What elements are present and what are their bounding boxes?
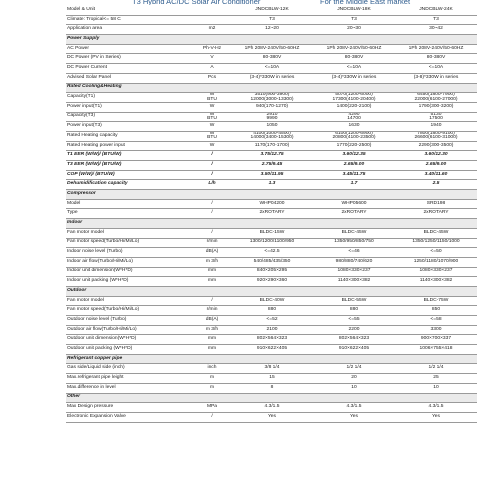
- spec-value: 1.3: [231, 180, 313, 190]
- spec-value: Yes: [395, 412, 477, 422]
- spec-unit: inch: [193, 364, 231, 374]
- spec-value: [313, 131, 395, 141]
- unit-line: W: [209, 112, 215, 117]
- spec-label: Climate: Tropical<= 58 C: [66, 15, 193, 25]
- spec-value: 20: [313, 374, 395, 384]
- spec-row: [66, 257, 477, 267]
- spec-unit: Pcs: [193, 73, 231, 83]
- spec-value: <=46: [313, 248, 395, 258]
- spec-unit: /: [193, 199, 231, 209]
- spec-unit: W: [193, 102, 231, 112]
- spec-label: Outdoor air flow(Turbo/Hi/Mi/Lo): [66, 325, 193, 335]
- spec-row: [66, 93, 477, 103]
- spec-label: Max Design pressure: [66, 403, 193, 413]
- spec-row: [66, 238, 477, 248]
- spec-value: 920×290×360: [231, 277, 313, 287]
- value-line: 20800(4100-23500): [332, 135, 376, 141]
- spec-row: [66, 209, 477, 219]
- section-title: Power Supply: [66, 35, 477, 45]
- section-title: Compressor: [66, 190, 477, 200]
- section-header: [66, 393, 477, 403]
- spec-value: 10: [313, 383, 395, 393]
- value-line: 9990: [266, 115, 278, 121]
- spec-value: JNDCBLW-18K: [313, 6, 395, 15]
- spec-value: BLDC-45W: [313, 228, 395, 238]
- spec-row: [66, 412, 477, 422]
- spec-row: [66, 364, 477, 374]
- value-line: 6450(1800-7900): [417, 92, 455, 98]
- spec-unit: [193, 15, 231, 25]
- spec-value: 3.60/12.30: [395, 151, 477, 161]
- spec-label: Model: [66, 199, 193, 209]
- spec-unit: MPa: [193, 403, 231, 413]
- spec-value: 1790(300-3200): [395, 102, 477, 112]
- spec-value: 1Ph 208V-240V/50-60HZ: [231, 44, 313, 54]
- spec-value: 1050: [231, 122, 313, 132]
- spec-unit: /: [193, 151, 231, 161]
- spec-unit: [193, 131, 231, 141]
- spec-value: [313, 93, 395, 103]
- spec-value: 1250/1180/1070/900: [395, 257, 477, 267]
- spec-unit: m: [193, 374, 231, 384]
- spec-value: 2xROTARY: [231, 209, 313, 219]
- unit-line: BTU: [207, 96, 217, 102]
- section-header: [66, 190, 477, 200]
- spec-value: 880: [231, 306, 313, 316]
- spec-label: AC Power: [66, 44, 193, 54]
- spec-unit: W: [193, 141, 231, 151]
- spec-row: [66, 102, 477, 112]
- spec-unit: /: [193, 161, 231, 171]
- spec-label: Fan motor speed(Turbo/Hi/Mi/Lo): [66, 306, 193, 316]
- spec-row: [66, 296, 477, 306]
- spec-value: 12~20: [231, 25, 313, 35]
- spec-value: (3-4)*330W in series: [313, 73, 395, 83]
- spec-unit: m: [193, 383, 231, 393]
- spec-label: Electronic Expansion Valve: [66, 412, 193, 422]
- spec-value: <=10A: [395, 64, 477, 74]
- value-line: 5130: [430, 112, 442, 117]
- value-line: 4100(1000-4500): [253, 131, 291, 137]
- section-header: [66, 219, 477, 229]
- spec-unit: L/h: [193, 180, 231, 190]
- section-title: Other: [66, 393, 477, 403]
- model-header-row: [66, 6, 477, 15]
- spec-row: [66, 161, 477, 171]
- spec-value: 840×205×295: [231, 267, 313, 277]
- unit-line: BTU: [207, 135, 217, 141]
- spec-unit: Ph-V-Hz: [193, 44, 231, 54]
- spec-row: [66, 403, 477, 413]
- spec-value: 2100: [231, 325, 313, 335]
- spec-value: 30~42: [395, 25, 477, 35]
- spec-value: 850: [395, 306, 477, 316]
- spec-value: 1350/1250/1150/1000: [395, 238, 477, 248]
- value-line: 22000(6100-27000): [414, 96, 458, 102]
- spec-label: Rated Heating capacity: [66, 131, 193, 141]
- spec-value: 20~30: [313, 25, 395, 35]
- spec-label: Outdoor unit dimension(W*H*D): [66, 335, 193, 345]
- spec-label: Power input(T1): [66, 102, 193, 112]
- spec-unit: W: [193, 122, 231, 132]
- value-line: 4290: [348, 112, 360, 117]
- spec-value: BLDC-55W: [313, 296, 395, 306]
- spec-value: 80-380V: [231, 54, 313, 64]
- spec-value: 802×564×323: [231, 335, 313, 345]
- spec-label: Indoor air flow(Turbo/Hi/Mi/Lo): [66, 257, 193, 267]
- spec-unit: m 3/h: [193, 325, 231, 335]
- section-header: [66, 83, 477, 93]
- spec-value: 1140×300×382: [313, 277, 395, 287]
- spec-label: T1 EER (W/W)/ (BTU/W): [66, 151, 193, 161]
- spec-row: [66, 248, 477, 258]
- spec-value: 1300/1200/1100/950: [231, 238, 313, 248]
- spec-value: 2.65/9.00: [313, 161, 395, 171]
- spec-value: 910×622×405: [231, 345, 313, 355]
- spec-value: SRD198: [395, 199, 477, 209]
- spec-value: 2xROTARY: [395, 209, 477, 219]
- spec-label: Indoor noise level (Turbo): [66, 248, 193, 258]
- spec-unit: dB(A): [193, 316, 231, 326]
- spec-row: [66, 73, 477, 83]
- spec-row: [66, 64, 477, 74]
- spec-value: T3: [313, 15, 395, 25]
- section-header: [66, 286, 477, 296]
- spec-label: DC Power (PV in Series): [66, 54, 193, 64]
- spec-unit: m 3/h: [193, 257, 231, 267]
- spec-row: [66, 374, 477, 384]
- unit-line: W: [209, 131, 215, 137]
- value-line: 26600(6100-31000): [414, 135, 458, 141]
- spec-value: [231, 112, 313, 122]
- spec-value: 1630: [313, 122, 395, 132]
- spec-unit: mm: [193, 267, 231, 277]
- spec-value: 3.45/11.75: [313, 170, 395, 180]
- spec-value: [395, 131, 477, 141]
- value-line: 12000(3000-13300): [250, 96, 294, 102]
- spec-value: WHP05600: [313, 199, 395, 209]
- spec-row: [66, 141, 477, 151]
- value-line: 14000(3400-15300): [250, 135, 294, 141]
- spec-value: 15: [231, 374, 313, 384]
- spec-value: 3.60/12.35: [313, 151, 395, 161]
- title-right: For the Middle East market: [320, 0, 411, 5]
- value-line: 17500: [429, 115, 443, 121]
- spec-value: BLDC-40W: [231, 296, 313, 306]
- section-title: Outdoor: [66, 286, 477, 296]
- spec-value: 1Ph 208V-240V/50-60HZ: [395, 44, 477, 54]
- spec-label: Advised Solar Panel: [66, 73, 193, 83]
- section-header: [66, 354, 477, 364]
- spec-value: 10: [395, 383, 477, 393]
- value-line: 14700: [347, 115, 361, 121]
- spec-unit: mm: [193, 335, 231, 345]
- section-header: [66, 35, 477, 45]
- spec-value: <=42.5: [231, 248, 313, 258]
- spec-value: [231, 93, 313, 103]
- spec-label: Max.difference in level: [66, 383, 193, 393]
- value-line: 3510(900-3900): [254, 92, 290, 98]
- spec-value: 980/880/740/620: [313, 257, 395, 267]
- spec-value: 1170(170-1700): [231, 141, 313, 151]
- spec-value: 1.7: [313, 180, 395, 190]
- spec-value: <=55: [313, 316, 395, 326]
- spec-value: [395, 93, 477, 103]
- title-left: T3 Hybrid AC/DC Solar Air Conditioner: [132, 0, 261, 5]
- spec-value: T3: [395, 15, 477, 25]
- spec-label: Capacity(T3): [66, 112, 193, 122]
- spec-value: 1770(220-2500): [313, 141, 395, 151]
- spec-unit: m2: [193, 25, 231, 35]
- spec-value: T3: [231, 15, 313, 25]
- value-line: 7800(1800-9100): [417, 131, 455, 137]
- spec-value: (3-4)*330W in series: [231, 73, 313, 83]
- spec-row: [66, 383, 477, 393]
- spec-value: 1080×330×237: [313, 267, 395, 277]
- value-line: 5070(1200-6000): [335, 92, 373, 98]
- spec-value: 880: [313, 306, 395, 316]
- spec-value: 1140×300×382: [395, 277, 477, 287]
- spec-value: 2290(300-3500): [395, 141, 477, 151]
- spec-label: T3 EER (W/W)/ (BTU/W): [66, 161, 193, 171]
- spec-value: 80-380V: [395, 54, 477, 64]
- spec-label: Max.refrigerant pipe leight: [66, 374, 193, 384]
- spec-unit: mm: [193, 277, 231, 287]
- spec-value: 8: [231, 383, 313, 393]
- spec-label: Fan motor speed(Turbo/Hi/Mi/Lo): [66, 238, 193, 248]
- spec-row: [66, 306, 477, 316]
- document-title: [0, 0, 500, 5]
- spec-value: 900×700×337: [395, 335, 477, 345]
- spec-label: Model & Unit: [66, 6, 193, 15]
- spec-row: [66, 15, 477, 25]
- spec-value: 910×622×405: [313, 345, 395, 355]
- spec-value: 3300: [395, 325, 477, 335]
- spec-value: Yes: [231, 412, 313, 422]
- spec-value: BLDC-75W: [395, 296, 477, 306]
- spec-value: 3.40/11.60: [395, 170, 477, 180]
- spec-unit: A: [193, 64, 231, 74]
- spec-value: 2xROTARY: [313, 209, 395, 219]
- spec-unit: mm: [193, 345, 231, 355]
- spec-unit: [193, 93, 231, 103]
- spec-label: Capacity(T1): [66, 93, 193, 103]
- section-title: Refrigerant copper pipe: [66, 354, 477, 364]
- spec-unit: [193, 6, 231, 15]
- spec-row: [66, 325, 477, 335]
- spec-table-body: [66, 6, 477, 422]
- spec-value: <=10A: [313, 64, 395, 74]
- spec-value: BLDC-15W: [231, 228, 313, 238]
- spec-value: 1350/950/850/750: [313, 238, 395, 248]
- spec-value: 4.3/1.5: [231, 403, 313, 413]
- spec-row: [66, 267, 477, 277]
- spec-unit: r/min: [193, 238, 231, 248]
- spec-value: 1/2 1/4: [395, 364, 477, 374]
- spec-label: Outdoor noise level (Turbo): [66, 316, 193, 326]
- unit-line: BTU: [207, 115, 217, 121]
- spec-unit: V: [193, 54, 231, 64]
- section-title: Rated Cooling&Heating: [66, 83, 477, 93]
- spec-row: [66, 277, 477, 287]
- spec-label: Type: [66, 209, 193, 219]
- spec-unit: /: [193, 170, 231, 180]
- section-title: Indoor: [66, 219, 477, 229]
- spec-value: JNDCBLW-24K: [395, 6, 477, 15]
- spec-value: 80-380V: [313, 54, 395, 64]
- spec-unit: /: [193, 228, 231, 238]
- spec-row: [66, 151, 477, 161]
- value-line: 17300(4100-20400): [332, 96, 376, 102]
- spec-row: [66, 170, 477, 180]
- spec-label: Indoor unit packing (W*H*D): [66, 277, 193, 287]
- spec-label: Outdoor unit packing (W*H*D): [66, 345, 193, 355]
- spec-value: 25: [395, 374, 477, 384]
- spec-row: [66, 335, 477, 345]
- spec-value: 1Ph 208V-240V/50-60HZ: [313, 44, 395, 54]
- spec-value: 1/2 1/4: [313, 364, 395, 374]
- spec-row: [66, 25, 477, 35]
- spec-label: Fan motor model: [66, 228, 193, 238]
- spec-unit: dB(A): [193, 248, 231, 258]
- spec-label: Rated Heating power input: [66, 141, 193, 151]
- spec-value: 4.3/1.5: [313, 403, 395, 413]
- value-line: 2910: [266, 112, 278, 117]
- spec-value: 540/485/435/350: [231, 257, 313, 267]
- spec-row: [66, 228, 477, 238]
- spec-value: 802×564×323: [313, 335, 395, 345]
- spec-label: Fan motor model: [66, 296, 193, 306]
- spec-value: <=10A: [231, 64, 313, 74]
- spec-value: 3/8 1/4: [231, 364, 313, 374]
- spec-row: [66, 54, 477, 64]
- spec-value: BLDC-45W: [395, 228, 477, 238]
- spec-label: Indoor unit dimension(W*H*D): [66, 267, 193, 277]
- spec-value: (3-8)*330W in series: [395, 73, 477, 83]
- spec-value: 940(170-1270): [231, 102, 313, 112]
- spec-value: <=58: [395, 316, 477, 326]
- spec-table: [66, 6, 477, 423]
- spec-value: 1940: [395, 122, 477, 132]
- spec-value: 1006×755×418: [395, 345, 477, 355]
- spec-row: [66, 316, 477, 326]
- spec-row: [66, 122, 477, 132]
- spec-label: Application area: [66, 25, 193, 35]
- spec-value: [395, 112, 477, 122]
- spec-row: [66, 180, 477, 190]
- spec-row: [66, 44, 477, 54]
- value-line: 6100(1200-6900): [335, 131, 373, 137]
- spec-row: [66, 131, 477, 141]
- spec-value: 3.75/12.75: [231, 151, 313, 161]
- spec-value: 1080×330×237: [395, 267, 477, 277]
- spec-value: JNDCBLW-12K: [231, 6, 313, 15]
- spec-value: 1400(220-2100): [313, 102, 395, 112]
- unit-line: W: [209, 92, 215, 98]
- spec-value: 2200: [313, 325, 395, 335]
- spec-label: DC Power Current: [66, 64, 193, 74]
- spec-value: 3.50/11.95: [231, 170, 313, 180]
- spec-value: <=50: [395, 248, 477, 258]
- spec-row: [66, 345, 477, 355]
- spec-value: <=52: [231, 316, 313, 326]
- spec-label: Dehumidification capacity: [66, 180, 193, 190]
- spec-value: [313, 112, 395, 122]
- spec-value: 2.75/9.45: [231, 161, 313, 171]
- spec-label: Gas side/Liquid side (inch): [66, 364, 193, 374]
- spec-value: 4.3/1.5: [395, 403, 477, 413]
- spec-unit: /: [193, 209, 231, 219]
- spec-unit: r/min: [193, 306, 231, 316]
- spec-value: 2.5: [395, 180, 477, 190]
- spec-label: COP (W/W)/ (BTU/W): [66, 170, 193, 180]
- spec-value: WHP04200: [231, 199, 313, 209]
- spec-row: [66, 112, 477, 122]
- spec-value: Yes: [313, 412, 395, 422]
- spec-unit: /: [193, 412, 231, 422]
- spec-label: Power input(T3): [66, 122, 193, 132]
- spec-unit: [193, 112, 231, 122]
- spec-value: [231, 131, 313, 141]
- spec-value: 2.65/9.00: [395, 161, 477, 171]
- spec-row: [66, 199, 477, 209]
- spec-unit: /: [193, 296, 231, 306]
